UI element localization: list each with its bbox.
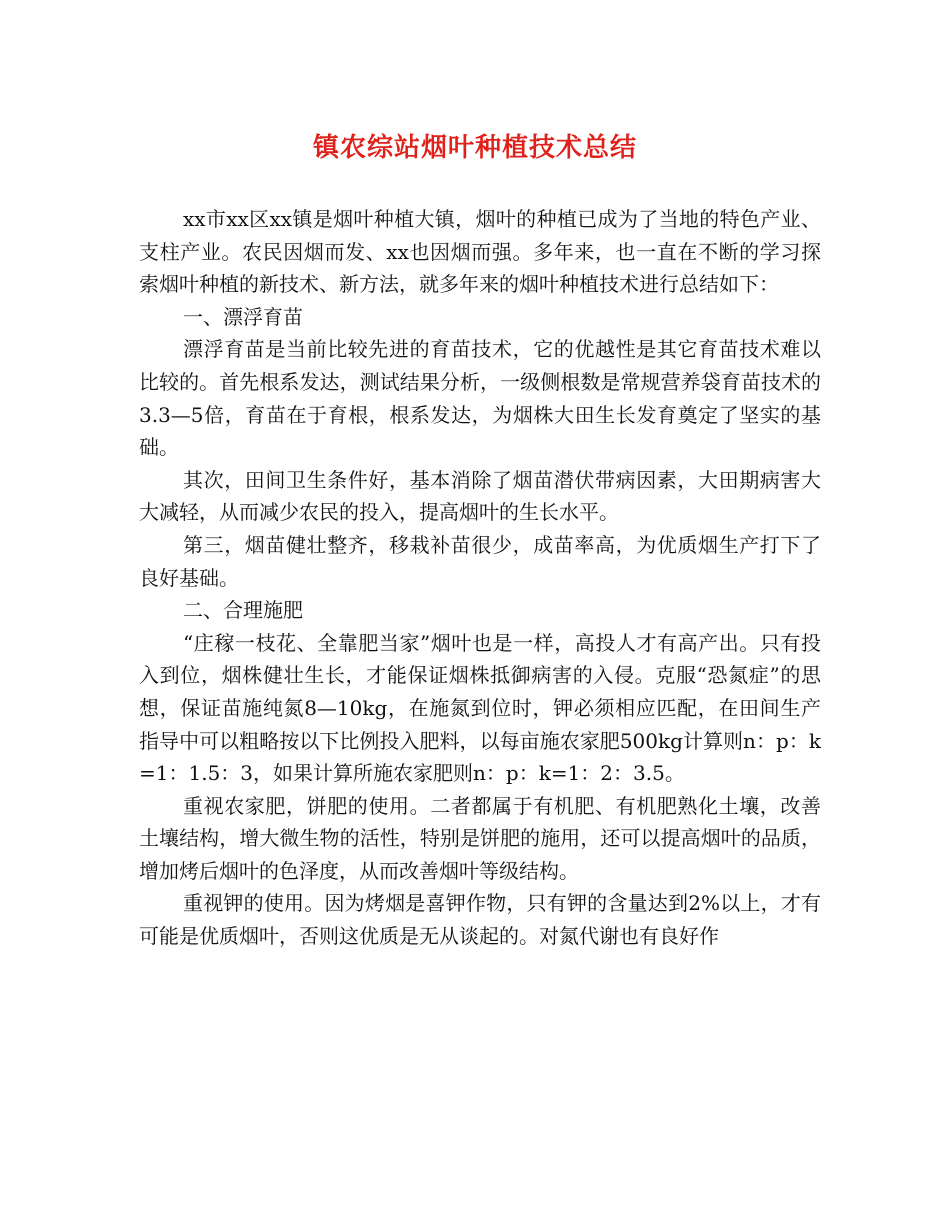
document-body: [139, 203, 821, 953]
paragraph-intro: xx市xx区xx镇是烟叶种植大镇，烟叶的种植已成为了当地的特色产业、支柱产业。农民因烟而发、xx也因烟而强。多年来，也一直在不断的学习探索烟叶种植的新技术、新方法，就多年来的烟叶种植技术进行总结如下：: [139, 207, 821, 297]
paragraph-seedling-uniformity: 第三，烟苗健壮整齐，移栽补苗很少，成苗率高，为优质烟生产打下了良好基础。: [139, 532, 821, 590]
paragraph-field-hygiene: 其次，田间卫生条件好，基本消除了烟苗潜伏带病因素，大田期病害大大减轻，从而减少农民的投入，提高烟叶的生长水平。: [139, 467, 821, 525]
paragraph-potassium: 重视钾的使用。因为烤烟是喜钾作物，只有钾的含量达到2%以上，才有可能是优质烟叶，否则这优质是无从谈起的。对氮代谢也有良好作: [139, 891, 821, 949]
document-title: 镇农综站烟叶种植技术总结: [312, 133, 637, 163]
paragraph-organic-fertilizer: 重视农家肥，饼肥的使用。二者都属于有机肥、有机肥熟化土壤，改善土壤结构，增大微生物的活性，特别是饼肥的施用，还可以提高烟叶的品质，增加烤后烟叶的色泽度，从而改善烟叶等级结构。: [139, 793, 821, 883]
section-heading-fertilization: 二、合理施肥: [183, 598, 303, 623]
section-heading-floating-seedling: 一、漂浮育苗: [183, 304, 303, 329]
paragraph-fertilizer-ratio: “庄稼一枝花、全靠肥当家”烟叶也是一样，高投人才有高产出。只有投入到位，烟株健壮生长，才能保证烟株抵御病害的入侵。克服“恐氮症”的思想，保证苗施纯氮8—10kg，在施氮到位时，钾必须相应匹配，在田间生产指导中可以粗略按以下比例投入肥料，以每亩施农家肥500kg计算则n：p：k=1：1.5：3，如果计算所施农家肥则n：p：k=1：2：3.5。: [139, 630, 821, 786]
paragraph-floating-seedling-advantages: 漂浮育苗是当前比较先进的育苗技术，它的优越性是其它育苗技术难以比较的。首先根系发达，测试结果分析，一级侧根数是常规营养袋育苗技术的3.3—5倍，育苗在于育根，根系发达，为烟株大田生长发育奠定了坚实的基础。: [139, 337, 821, 460]
